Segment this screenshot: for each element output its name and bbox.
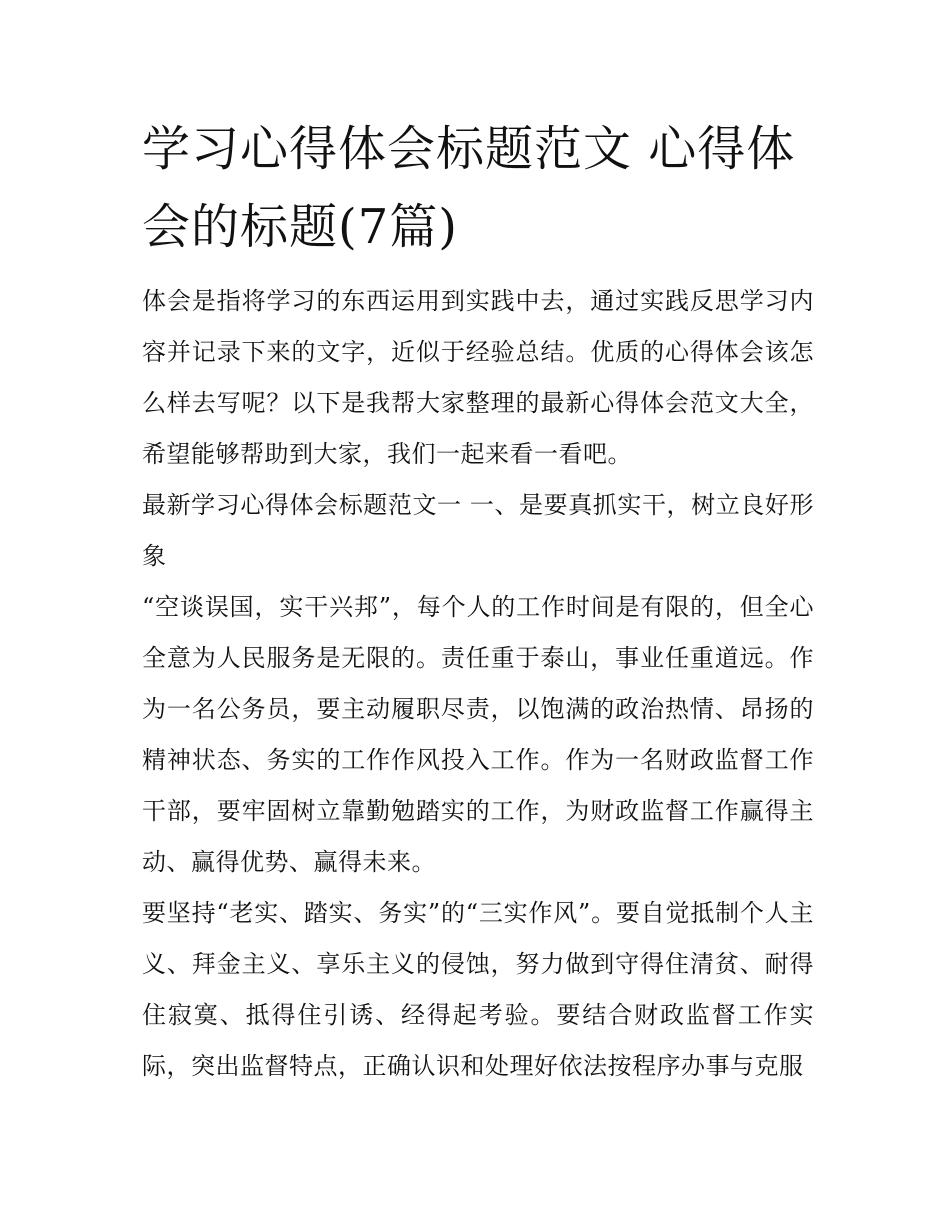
body-paragraph-1: “空谈误国，实干兴邦”，每个人的工作时间是有限的，但全心全意为人民服务是无限的。责任重于泰山，事业任重道远。作为一名公务员，要主动履职尽责，以饱满的政治热情、昂扬的精神状态、务实的工作作风投入工作。作为一名财政监督工作干部，要牢固树立靠勤勉踏实的工作，为财政监督工作赢得主动、赢得优势、赢得未来。 xyxy=(142,593,814,876)
section-heading: 最新学习心得体会标题范文一 一、是要真抓实干，树立良好形象 xyxy=(142,491,814,570)
document-body xyxy=(142,276,814,1092)
body-paragraph-2: 要坚持“老实、踏实、务实”的“三实作风”。要自觉抵制个人主义、拜金主义、享乐主义的侵蚀，努力做到守得住清贫、耐得住寂寞、抵得住引诱、经得起考验。要结合财政监督工作实际，突出监督特点，正确认识和处理好依法按程序办事与克服 xyxy=(142,899,814,1080)
intro-paragraph: 体会是指将学习的东西运用到实践中去，通过实践反思学习内容并记录下来的文字，近似于经验总结。优质的心得体会该怎么样去写呢？以下是我帮大家整理的最新心得体会范文大全，希望能够帮助到大家，我们一起来看一看吧。 xyxy=(142,287,814,468)
document-title: 学习心得体会标题范文 心得体会的标题(7篇) xyxy=(142,121,796,255)
